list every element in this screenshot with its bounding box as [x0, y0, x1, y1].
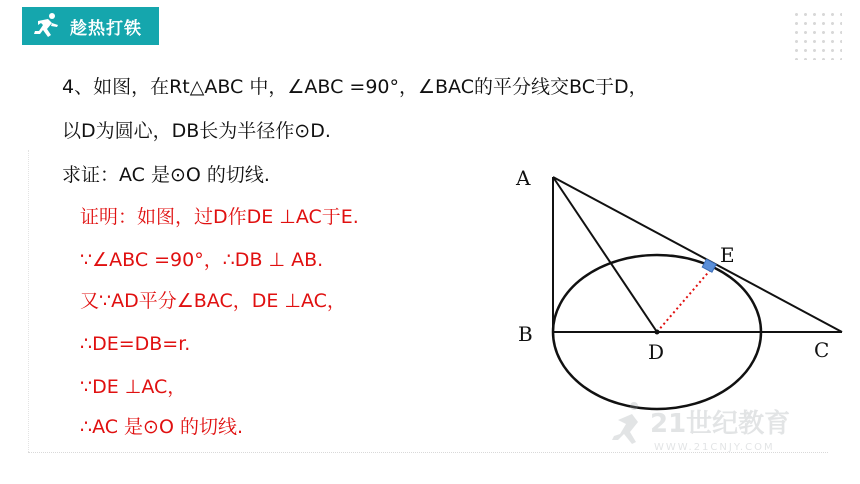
problem-line-2: 以D为圆心，DB长为半径作⊙D.	[62, 120, 331, 142]
proof-line-5: ∵DE ⊥AC，	[80, 376, 187, 398]
proof-line-3: 又∵AD平分∠BAC，DE ⊥AC，	[80, 290, 346, 312]
label-d: D	[648, 340, 665, 364]
proof-line-6: ∴AC 是⊙O 的切线.	[80, 416, 244, 438]
watermark-brand: 21世纪教育	[650, 409, 791, 439]
label-c: C	[814, 338, 830, 362]
proof-line-2: ∵∠ABC =90°，∴DB ⊥ AB.	[80, 249, 324, 271]
dotted-margin-rule	[28, 150, 29, 452]
point-d	[655, 330, 660, 335]
label-e: E	[720, 243, 735, 267]
problem-line-3: 求证：AC 是⊙O 的切线.	[62, 164, 270, 186]
segment-ad	[553, 177, 657, 332]
label-b: B	[518, 322, 533, 346]
banner-title: 趁热打铁	[70, 18, 142, 39]
watermark-logo	[612, 396, 842, 456]
proof-line-1: 证明：如图，过D作DE ⊥AC于E.	[80, 206, 359, 228]
watermark-url: WWW.21CNJY.COM	[654, 442, 775, 453]
watermark-runner-icon	[612, 402, 638, 444]
decorative-dot-grid	[792, 10, 842, 60]
right-angle-marker	[702, 259, 716, 272]
label-a: A	[516, 166, 531, 190]
problem-line-1: 4、如图，在Rt△ABC 中，∠ABC =90°，∠BAC的平分线交BC于D，	[62, 76, 648, 98]
proof-line-4: ∴DE=DB=r.	[80, 333, 191, 355]
runner-icon	[30, 11, 64, 41]
section-banner	[22, 7, 159, 45]
segment-ac	[553, 177, 842, 332]
segment-de	[657, 268, 712, 332]
